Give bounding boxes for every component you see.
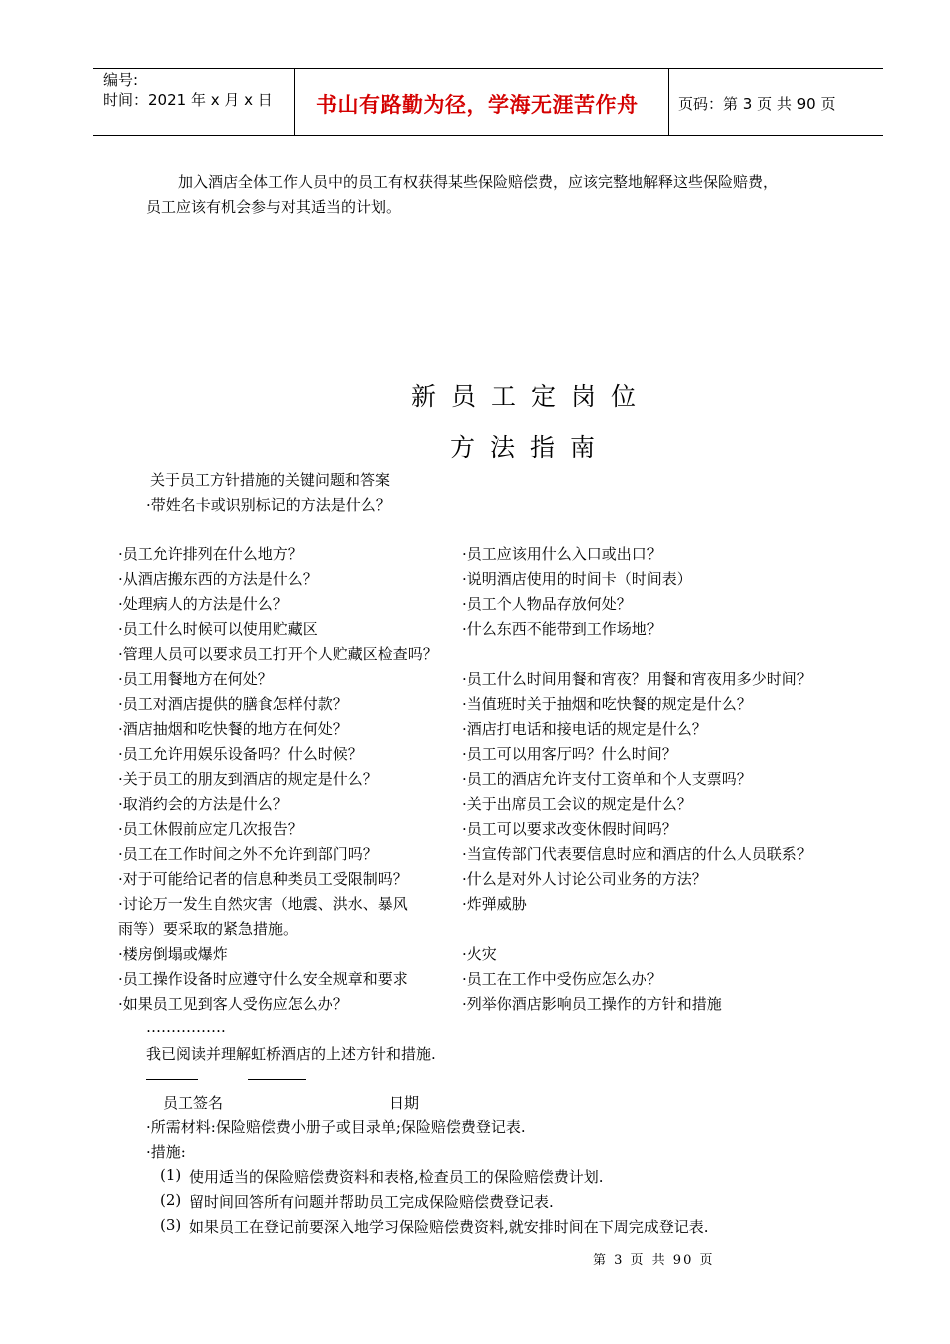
question-left-item: ·酒店抽烟和吃快餐的地方在何处？ [118, 720, 348, 738]
question-left-item: ·对于可能给记者的信息种类员工受限制吗？ [118, 870, 408, 888]
question-right-item: ·当宣传部门代表要信息时应和酒店的什么人员联系？ [462, 845, 812, 863]
step-text: 使用适当的保险赔偿费资料和表格,检查员工的保险赔偿费计划. [189, 1168, 604, 1186]
intro-line-2: 员工应该有机会参与对其适当的计划。 [146, 198, 402, 216]
question-left-item: ·管理人员可以要求员工打开个人贮藏区检查吗？ [118, 645, 438, 663]
question-right-item: ·什么是对外人讨论公司业务的方法？ [462, 870, 707, 888]
question-right-item: ·员工什么时间用餐和宵夜？用餐和宵夜用多少时间？ [462, 670, 812, 688]
footer-page-number: 第 3 页 共 90 页 [593, 1253, 715, 1268]
sub-title: 方法指南 [450, 433, 611, 462]
question-right-item: ·列举你酒店影响员工操作的方针和措施 [462, 995, 722, 1013]
header-meta [103, 70, 273, 110]
question-right-item: ·员工应该用什么入口或出口？ [462, 545, 662, 563]
question-left-item: 雨等）要采取的紧急措施。 [118, 920, 299, 938]
question-right-item: ·火灾 [462, 945, 497, 963]
question-right-item: ·当值班时关于抽烟和吃快餐的规定是什么？ [462, 695, 752, 713]
question-right-item: ·关于出席员工会议的规定是什么？ [462, 795, 692, 813]
header-bottom-border [93, 135, 883, 136]
question-left-item: ·员工用餐地方在何处？ [118, 670, 273, 688]
question-right-item: ·酒店打电话和接电话的规定是什么？ [462, 720, 707, 738]
question-right-item: ·说明酒店使用的时间卡（时间表） [462, 570, 692, 588]
materials-line: ·所需材料:保险赔偿费小册子或目录单;保险赔偿费登记表. [146, 1118, 526, 1136]
step-text: 如果员工在登记前要深入地学习保险赔偿费资料,就安排时间在下周完成登记表. [189, 1218, 709, 1236]
question-right-item: ·员工的酒店允许支付工资单和个人支票吗？ [462, 770, 752, 788]
question-right-item: ·炸弹威胁 [462, 895, 527, 913]
question-left-item: ·如果员工见到客人受伤应怎么办？ [118, 995, 348, 1013]
header-page-label: 页码：第 3 页 共 90 页 [678, 95, 836, 113]
intro-line-1: 加入酒店全体工作人员中的员工有权获得某些保险赔偿费，应该完整地解释这些保险赔费， [178, 173, 779, 191]
question-right-item: ·什么东西不能带到工作场地？ [462, 620, 662, 638]
question-left-item: ·员工允许用娱乐设备吗？什么时候？ [118, 745, 363, 763]
header-divider-1 [294, 68, 295, 136]
step-text: 留时间回答所有问题并帮助员工完成保险赔偿费登记表. [189, 1193, 554, 1211]
question-right-item: ·员工可以要求改变休假时间吗？ [462, 820, 677, 838]
measures-label: ·措施: [146, 1143, 186, 1161]
question-left-item: ·关于员工的朋友到酒店的规定是什么？ [118, 770, 378, 788]
dots-separator: ……………. [146, 1018, 226, 1036]
first-question: ·带姓名卡或识别标记的方法是什么？ [146, 496, 391, 514]
header-divider-2 [668, 68, 669, 136]
header-top-border [93, 68, 883, 69]
section-heading: 关于员工方针措施的关键问题和答案 [150, 471, 391, 489]
question-left-item: ·员工在工作时间之外不允许到部门吗？ [118, 845, 378, 863]
question-left-item: ·取消约会的方法是什么？ [118, 795, 288, 813]
question-right-item: ·员工个人物品存放何处？ [462, 595, 632, 613]
question-left-item: ·员工允许排列在什么地方？ [118, 545, 303, 563]
signature-label: 员工签名 [163, 1094, 224, 1112]
question-left-item: ·处理病人的方法是什么？ [118, 595, 288, 613]
header-motto: 书山有路勤为径，学海无涯苦作舟 [316, 93, 639, 117]
date-line [248, 1079, 306, 1080]
time-label: 时间：2021 年 x 月 x 日 [103, 91, 273, 109]
question-left-item: ·楼房倒塌或爆炸 [118, 945, 228, 963]
acknowledgement-statement: 我已阅读并理解虹桥酒店的上述方针和措施. [146, 1045, 436, 1063]
question-left-item: ·员工操作设备时应遵守什么安全规章和要求 [118, 970, 408, 988]
step-number: (3) [160, 1216, 182, 1234]
signature-line [146, 1079, 198, 1080]
question-left-item: ·员工什么时候可以使用贮藏区 [118, 620, 318, 638]
serial-label: 编号: [103, 71, 139, 89]
main-title: 新员工定岗位 [411, 382, 652, 411]
question-left-item: ·员工对酒店提供的膳食怎样付款？ [118, 695, 348, 713]
step-number: (2) [160, 1191, 182, 1209]
question-right-item: ·员工可以用客厅吗？什么时间？ [462, 745, 677, 763]
question-left-item: ·从酒店搬东西的方法是什么？ [118, 570, 318, 588]
question-left-item: ·讨论万一发生自然灾害（地震、洪水、暴风 [118, 895, 408, 913]
question-right-item: ·员工在工作中受伤应怎么办？ [462, 970, 662, 988]
date-label: 日期 [389, 1094, 420, 1112]
question-left-item: ·员工休假前应定几次报告？ [118, 820, 303, 838]
step-number: (1) [160, 1166, 182, 1184]
